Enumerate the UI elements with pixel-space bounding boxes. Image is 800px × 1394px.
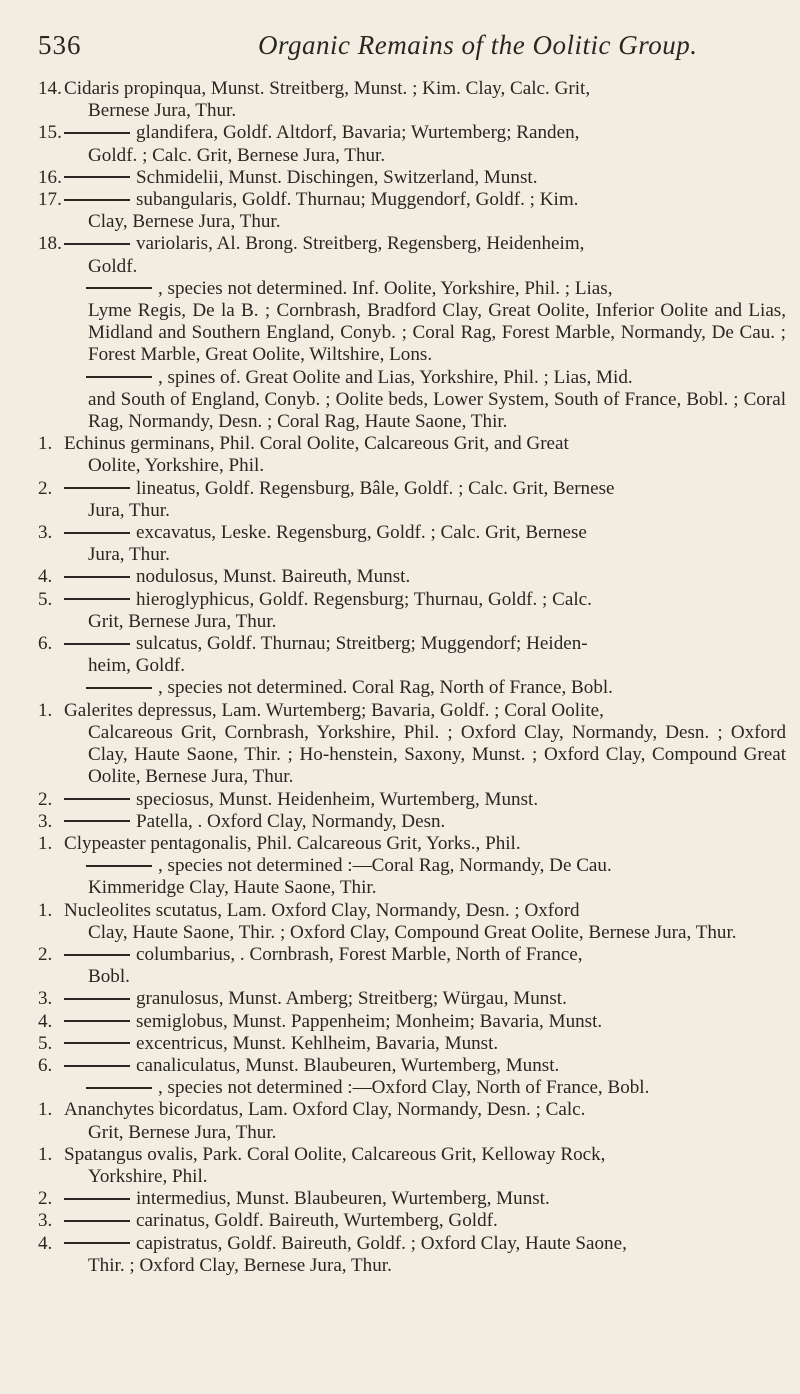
species-entry (38, 522, 786, 566)
ditto-dash (64, 132, 130, 134)
entry-first-line: subangularis, Goldf. Thurnau; Muggendorf, Goldf. ; Kim. (136, 189, 579, 211)
entry-text (64, 1033, 786, 1055)
species-entry (38, 1210, 786, 1232)
species-entry (38, 833, 786, 855)
entry-text (64, 78, 786, 122)
entry-continuation: Calcareous Grit, Cornbrash, Yorkshire, Phil. ; Oxford Clay, Normandy, Desn. ; Oxford Clay, Haute Saone, Thir. ; Ho-henstein, Saxony, Munst. ; Oxford Clay, Compound Great Oolite, Bernese Jura, Thur. (88, 721, 786, 788)
ditto-dash (64, 243, 130, 245)
ditto-dash (64, 487, 130, 489)
species-entry (38, 1099, 786, 1143)
entry-text (64, 1233, 786, 1277)
entry-number: 1. (38, 1099, 53, 1121)
species-entry (38, 700, 786, 789)
entry-text (64, 522, 786, 566)
species-entry (38, 233, 786, 277)
entry-text (64, 833, 786, 855)
entry-text (64, 1011, 786, 1033)
entry-number: 6. (38, 1054, 53, 1076)
species-entry (38, 1144, 786, 1188)
species-list (38, 78, 786, 1277)
entry-number: 2. (38, 788, 53, 810)
entry-text (64, 433, 786, 477)
entry-first-line: Galerites depressus, Lam. Wurtemberg; Bavaria, Goldf. ; Coral Oolite, (64, 699, 604, 721)
entry-continuation: Lyme Regis, De la B. ; Cornbrash, Bradford Clay, Great Oolite, Inferior Oolite and Lias, Midland and Southern England, Conyb. ; Coral Rag, Forest Marble, Normandy, De Cau. ; Forest Marble, Great Oolite, Wiltshire, Lons. (88, 300, 786, 366)
entry-first-line: Echinus germinans, Phil. Coral Oolite, Calcareous Grit, and Great (64, 433, 569, 455)
ditto-dash (64, 576, 130, 578)
entry-first-line: Schmidelii, Munst. Dischingen, Switzerland, Munst. (136, 166, 538, 188)
entry-number: 2. (38, 1188, 53, 1210)
entry-number: 3. (38, 522, 53, 544)
species-entry (38, 1033, 786, 1055)
entry-first-line: excavatus, Leske. Regensburg, Goldf. ; Calc. Grit, Bernese (136, 522, 587, 544)
ditto-dash (64, 998, 130, 1000)
species-entry (38, 900, 786, 944)
entry-first-line: excentricus, Munst. Kehlheim, Bavaria, Munst. (136, 1032, 499, 1054)
species-entry (38, 367, 786, 434)
species-entry (38, 167, 786, 189)
entry-first-line: Ananchytes bicordatus, Lam. Oxford Clay, Normandy, Desn. ; Calc. (64, 1099, 586, 1121)
species-entry (38, 478, 786, 522)
entry-first-line: , spines of. Great Oolite and Lias, Yorkshire, Phil. ; Lias, Mid. (158, 366, 633, 388)
entry-text (64, 988, 786, 1010)
entry-number: 2. (38, 943, 53, 965)
entry-text (64, 566, 786, 588)
entry-number: 1. (38, 1143, 53, 1165)
ditto-dash (64, 1042, 130, 1044)
entry-number: 5. (38, 1032, 53, 1054)
entry-continuation: Kimmeridge Clay, Haute Saone, Thir. (88, 877, 377, 899)
entry-number: 18. (38, 233, 62, 255)
entry-text (64, 1099, 786, 1143)
entry-text (64, 233, 786, 277)
ditto-dash (64, 798, 130, 800)
species-entry (38, 1188, 786, 1210)
entry-first-line: hieroglyphicus, Goldf. Regensburg; Thurnau, Goldf. ; Calc. (136, 588, 592, 610)
ditto-dash (86, 287, 152, 289)
entry-text (64, 122, 786, 166)
species-entry (38, 1055, 786, 1077)
entry-first-line: Patella, . Oxford Clay, Normandy, Desn. (136, 810, 446, 832)
species-entry (38, 1077, 786, 1099)
entry-text (64, 367, 786, 434)
ditto-dash (64, 1242, 130, 1244)
species-entry (38, 944, 786, 988)
entry-continuation: Jura, Thur. (88, 499, 170, 521)
entry-number: 4. (38, 1232, 53, 1254)
entry-first-line: variolaris, Al. Brong. Streitberg, Regensberg, Heidenheim, (136, 233, 585, 255)
entry-first-line: glandifera, Goldf. Altdorf, Bavaria; Wurtemberg; Randen, (136, 122, 580, 144)
entry-number: 3. (38, 988, 53, 1010)
entry-number: 16. (38, 166, 62, 188)
species-entry (38, 1233, 786, 1277)
entry-text (64, 1210, 786, 1232)
entry-text (64, 700, 786, 789)
species-entry (38, 566, 786, 588)
entry-first-line: speciosus, Munst. Heidenheim, Wurtemberg, Munst. (136, 788, 539, 810)
entry-text (64, 811, 786, 833)
entry-text (64, 900, 786, 944)
entry-text (64, 855, 786, 899)
entry-first-line: granulosus, Munst. Amberg; Streitberg; Würgau, Munst. (136, 988, 567, 1010)
ditto-dash (86, 865, 152, 867)
entry-continuation: Grit, Bernese Jura, Thur. (88, 1121, 277, 1143)
species-entry (38, 633, 786, 677)
entry-continuation: Goldf. (88, 255, 138, 277)
entry-first-line: Spatangus ovalis, Park. Coral Oolite, Calcareous Grit, Kelloway Rock, (64, 1143, 606, 1165)
species-entry (38, 677, 786, 699)
entry-first-line: semiglobus, Munst. Pappenheim; Monheim; Bavaria, Munst. (136, 1010, 603, 1032)
species-entry (38, 811, 786, 833)
entry-number: 17. (38, 189, 62, 211)
entry-first-line: Clypeaster pentagonalis, Phil. Calcareous Grit, Yorks., Phil. (64, 832, 521, 854)
entry-text (64, 1055, 786, 1077)
ditto-dash (64, 598, 130, 600)
species-entry (38, 855, 786, 899)
entry-number: 3. (38, 1210, 53, 1232)
entry-first-line: lineatus, Goldf. Regensburg, Bâle, Goldf. ; Calc. Grit, Bernese (136, 477, 615, 499)
entry-first-line: , species not determined. Coral Rag, North of France, Bobl. (158, 677, 613, 699)
entry-number: 3. (38, 810, 53, 832)
entry-continuation: heim, Goldf. (88, 655, 186, 677)
entry-text (64, 1144, 786, 1188)
entry-first-line: carinatus, Goldf. Baireuth, Wurtemberg, Goldf. (136, 1210, 498, 1232)
entry-continuation: Bobl. (88, 966, 130, 988)
entry-number: 5. (38, 588, 53, 610)
entry-first-line: , species not determined :—Oxford Clay, North of France, Bobl. (158, 1077, 650, 1099)
entry-first-line: nodulosus, Munst. Baireuth, Munst. (136, 566, 411, 588)
entry-continuation: Jura, Thur. (88, 544, 170, 566)
entry-continuation: Grit, Bernese Jura, Thur. (88, 610, 277, 632)
entry-first-line: , species not determined. Inf. Oolite, Yorkshire, Phil. ; Lias, (158, 277, 613, 299)
entry-first-line: canaliculatus, Munst. Blaubeuren, Wurtemberg, Munst. (136, 1054, 560, 1076)
entry-number: 2. (38, 477, 53, 499)
entry-continuation: Oolite, Yorkshire, Phil. (88, 455, 265, 477)
entry-text (64, 189, 786, 233)
entry-number: 1. (38, 899, 53, 921)
ditto-dash (64, 532, 130, 534)
species-entry (38, 988, 786, 1010)
entry-number: 14. (38, 78, 62, 99)
entry-first-line: , species not determined :—Coral Rag, Normandy, De Cau. (158, 855, 612, 877)
entry-number: 15. (38, 122, 62, 144)
species-entry (38, 78, 786, 122)
entry-continuation: Thir. ; Oxford Clay, Bernese Jura, Thur. (88, 1254, 392, 1276)
ditto-dash (64, 1020, 130, 1022)
ditto-dash (64, 954, 130, 956)
entry-first-line: Nucleolites scutatus, Lam. Oxford Clay, Normandy, Desn. ; Oxford (64, 899, 580, 921)
entry-text (64, 278, 786, 367)
species-entry (38, 189, 786, 233)
ditto-dash (64, 643, 130, 645)
ditto-dash (86, 687, 152, 689)
entry-text (64, 677, 786, 699)
running-title: Organic Remains of the Oolitic Group. (258, 30, 698, 60)
entry-number: 1. (38, 433, 53, 455)
entry-text (64, 789, 786, 811)
entry-first-line: intermedius, Munst. Blaubeuren, Wurtemberg, Munst. (136, 1188, 550, 1210)
entry-text (64, 478, 786, 522)
entry-text (64, 633, 786, 677)
species-entry (38, 122, 786, 166)
entry-continuation: Bernese Jura, Thur. (88, 100, 237, 122)
entry-number: 1. (38, 699, 53, 721)
entry-first-line: Cidaris propinqua, Munst. Streitberg, Munst. ; Kim. Clay, Calc. Grit, (64, 78, 591, 99)
entry-number: 6. (38, 633, 53, 655)
species-entry (38, 789, 786, 811)
species-entry (38, 278, 786, 367)
entry-text (64, 167, 786, 189)
entry-number: 4. (38, 1010, 53, 1032)
entry-text (64, 589, 786, 633)
ditto-dash (64, 1065, 130, 1067)
entry-text (64, 1188, 786, 1210)
entry-first-line: capistratus, Goldf. Baireuth, Goldf. ; Oxford Clay, Haute Saone, (136, 1232, 627, 1254)
entry-text (64, 944, 786, 988)
entry-continuation: Goldf. ; Calc. Grit, Bernese Jura, Thur. (88, 144, 386, 166)
entry-first-line: sulcatus, Goldf. Thurnau; Streitberg; Muggendorf; Heiden- (136, 633, 588, 655)
entry-continuation: Clay, Bernese Jura, Thur. (88, 211, 281, 233)
entry-continuation: Yorkshire, Phil. (88, 1165, 208, 1187)
entry-number: 4. (38, 566, 53, 588)
species-entry (38, 1011, 786, 1033)
entry-text (64, 1077, 786, 1099)
ditto-dash (86, 1087, 152, 1089)
entry-continuation: Clay, Haute Saone, Thir. ; Oxford Clay, Compound Great Oolite, Bernese Jura, Thur. (88, 921, 737, 943)
species-entry (38, 433, 786, 477)
ditto-dash (64, 1198, 130, 1200)
entry-first-line: columbarius, . Cornbrash, Forest Marble, North of France, (136, 943, 583, 965)
entry-continuation: and South of England, Conyb. ; Oolite beds, Lower System, South of France, Bobl. ; Coral Rag, Normandy, Desn. ; Coral Rag, Haute Saone, Thir. (88, 388, 786, 433)
entry-number: 1. (38, 832, 53, 854)
page-number: 536 (38, 30, 82, 60)
species-entry (38, 589, 786, 633)
ditto-dash (64, 820, 130, 822)
ditto-dash (86, 376, 152, 378)
ditto-dash (64, 176, 130, 178)
ditto-dash (64, 199, 130, 201)
page-header (0, 30, 800, 70)
ditto-dash (64, 1220, 130, 1222)
